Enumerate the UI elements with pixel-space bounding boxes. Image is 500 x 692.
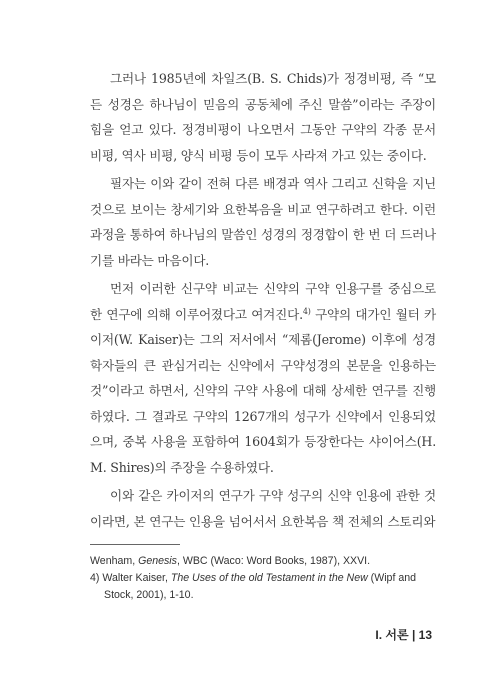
footnote-4-title: The Uses of the old Testament in the New xyxy=(170,572,368,584)
paragraph-3-text-after: 구약의 대가인 월터 카이저(W. Kaiser)는 그의 저서에서 “제롬(Jerome) 이후에 성경학자들의 큰 관심거리는 신약에서 구약성경의 본문을 인용하는 것”이라고 하면서, 신약의 구약 사용에 대해 상세한 연구를 진행하였다. 그 결과로 구약의 1267개의 성구가 신약에서 인용되었으며, 중복 사용을 포함하여 1604회가 등장한다는 샤이어스(H. M. Shires)의 주장을 수용하였다. xyxy=(90,306,436,475)
section-label: I. 서론 xyxy=(375,628,409,642)
footnote-4-author: Walter Kaiser, xyxy=(99,572,171,584)
footnotes xyxy=(90,553,436,604)
footnote-3-title: Genesis xyxy=(138,555,177,567)
page-footer xyxy=(375,626,432,643)
footer-separator: | xyxy=(411,628,416,642)
footnote-4-number: 4) xyxy=(90,572,100,584)
paragraph-2: 필자는 이와 같이 전혀 다른 배경과 역사 그리고 신학을 지닌 것으로 보이는 창세기와 요한복음을 비교 연구하려고 한다. 이런 과정을 통하여 하나님의 말씀인 성경의 정경합이 한 번 더 드러나기를 바라는 마음이다. xyxy=(90,176,436,268)
paragraph-1: 그러나 1985년에 차일즈(B. S. Chids)가 정경비평, 즉 “모든 성경은 하나님이 믿음의 공동체에 주신 말씀”이라는 주장이 힘을 얻고 있다. 정경비평이 나오면서 그동안 구약의 각종 문서 비평, 역사 비평, 양식 비평 등이 모두 사라져 가고 있는 중이다. xyxy=(90,71,436,163)
footnote-3 xyxy=(90,553,436,570)
footnote-3-rest: , WBC (Waco: Word Books, 1987), XXVI. xyxy=(176,555,371,567)
body-text xyxy=(90,66,436,537)
footnote-divider xyxy=(90,544,180,545)
footnote-4 xyxy=(90,570,436,604)
footnote-marker: 4) xyxy=(302,306,311,316)
paragraph-4: 이와 같은 카이저의 연구가 구약 성구의 신약 인용에 관한 것이라면, 본 연구는 인용을 넘어서서 요한복음 책 전체의 스토리와 xyxy=(90,488,436,529)
footnote-3-author: Wenham, xyxy=(90,555,139,567)
paragraph-3-text-before: 먼저 이러한 신구약 비교는 신약의 구약 인용구를 중심으로 한 연구에 의해 이루어졌다고 여겨진다. xyxy=(90,281,436,322)
paragraph-3 xyxy=(90,276,436,480)
footnote-4-rest: (Wipf and Stock, 2001), 1-10. xyxy=(104,572,417,601)
page-number: 13 xyxy=(418,628,432,642)
